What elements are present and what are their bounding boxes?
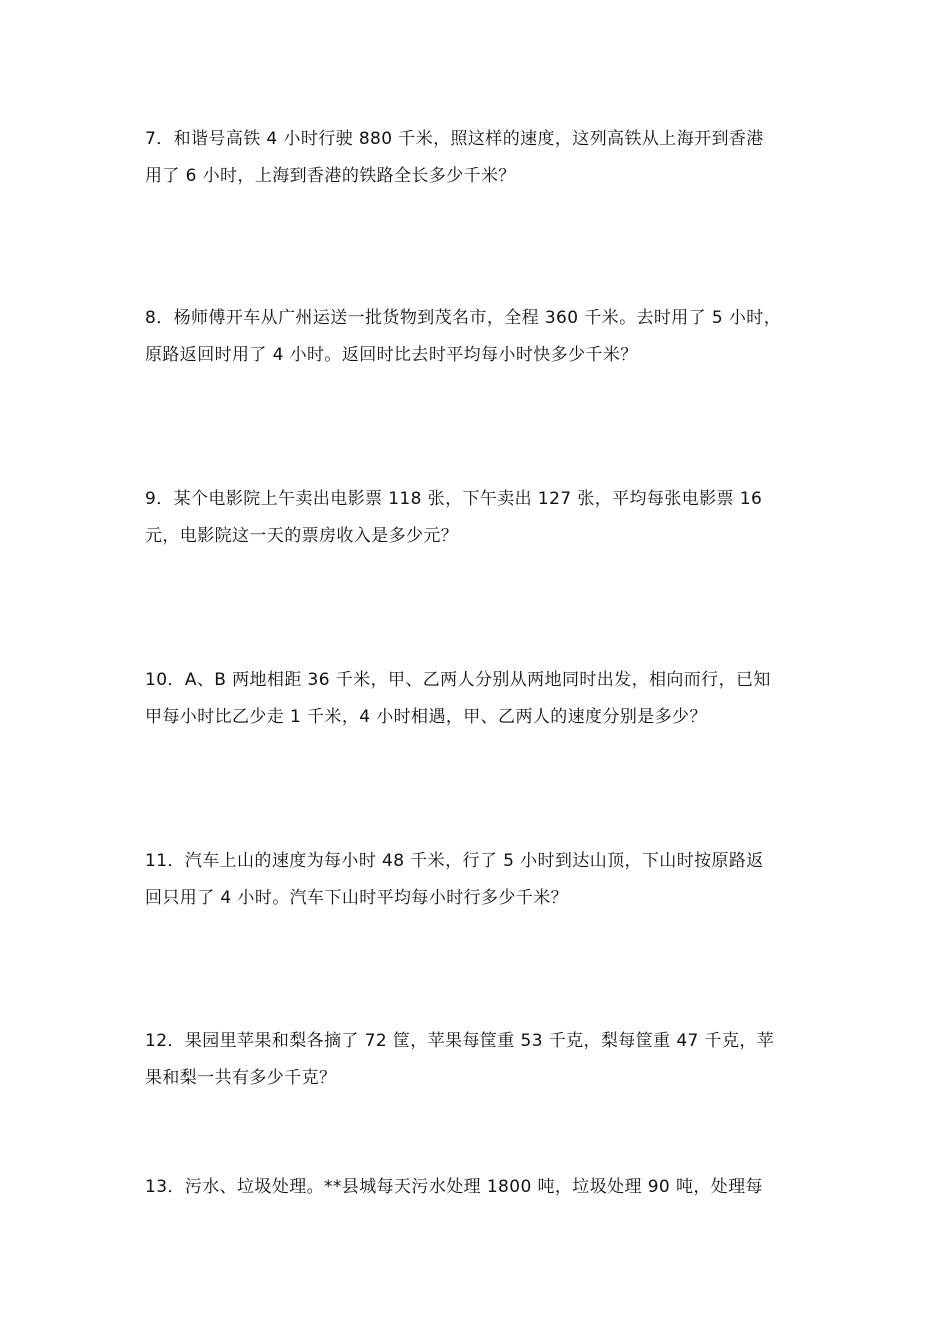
question-line: 10．A、B 两地相距 36 千米，甲、乙两人分别从两地同时出发，相向而行，已知 [145,670,771,690]
question-line: 11．汽车上山的速度为每小时 48 千米，行了 5 小时到达山顶，下山时按原路返 [145,851,764,871]
question-line: 用了 6 小时，上海到香港的铁路全长多少千米？ [145,166,516,186]
question-line: 原路返回时用了 4 小时。返回时比去时平均每小时快多少千米？ [145,345,638,365]
question-line: 果和梨一共有多少千克？ [145,1068,337,1088]
question-10 [145,662,810,736]
question-line: 9．某个电影院上午卖出电影票 118 张，下午卖出 127 张，平均每张电影票 16 [145,489,763,509]
question-7 [145,121,810,195]
question-line: 回只用了 4 小时。汽车下山时平均每小时行多少千米？ [145,888,569,908]
question-11 [145,843,810,917]
question-line: 7．和谐号高铁 4 小时行驶 880 千米，照这样的速度，这列高铁从上海开到香港 [145,129,764,149]
question-13 [145,1169,810,1206]
question-line: 8．杨师傅开车从广州运送一批货物到茂名市，全程 360 千米。去时用了 5 小时， [145,308,782,328]
question-9 [145,481,810,555]
question-8 [145,300,810,374]
question-line: 甲每小时比乙少走 1 千米，4 小时相遇，甲、乙两人的速度分别是多少？ [145,707,707,727]
question-12 [145,1023,810,1097]
question-line: 13．污水、垃圾处理。**县城每天污水处理 1800 吨，垃圾处理 90 吨，处理每 [145,1177,763,1197]
question-line: 元，电影院这一天的票房收入是多少元？ [145,526,459,546]
question-line: 12．果园里苹果和梨各摘了 72 筐，苹果每筐重 53 千克，梨每筐重 47 千克，苹 [145,1031,775,1051]
